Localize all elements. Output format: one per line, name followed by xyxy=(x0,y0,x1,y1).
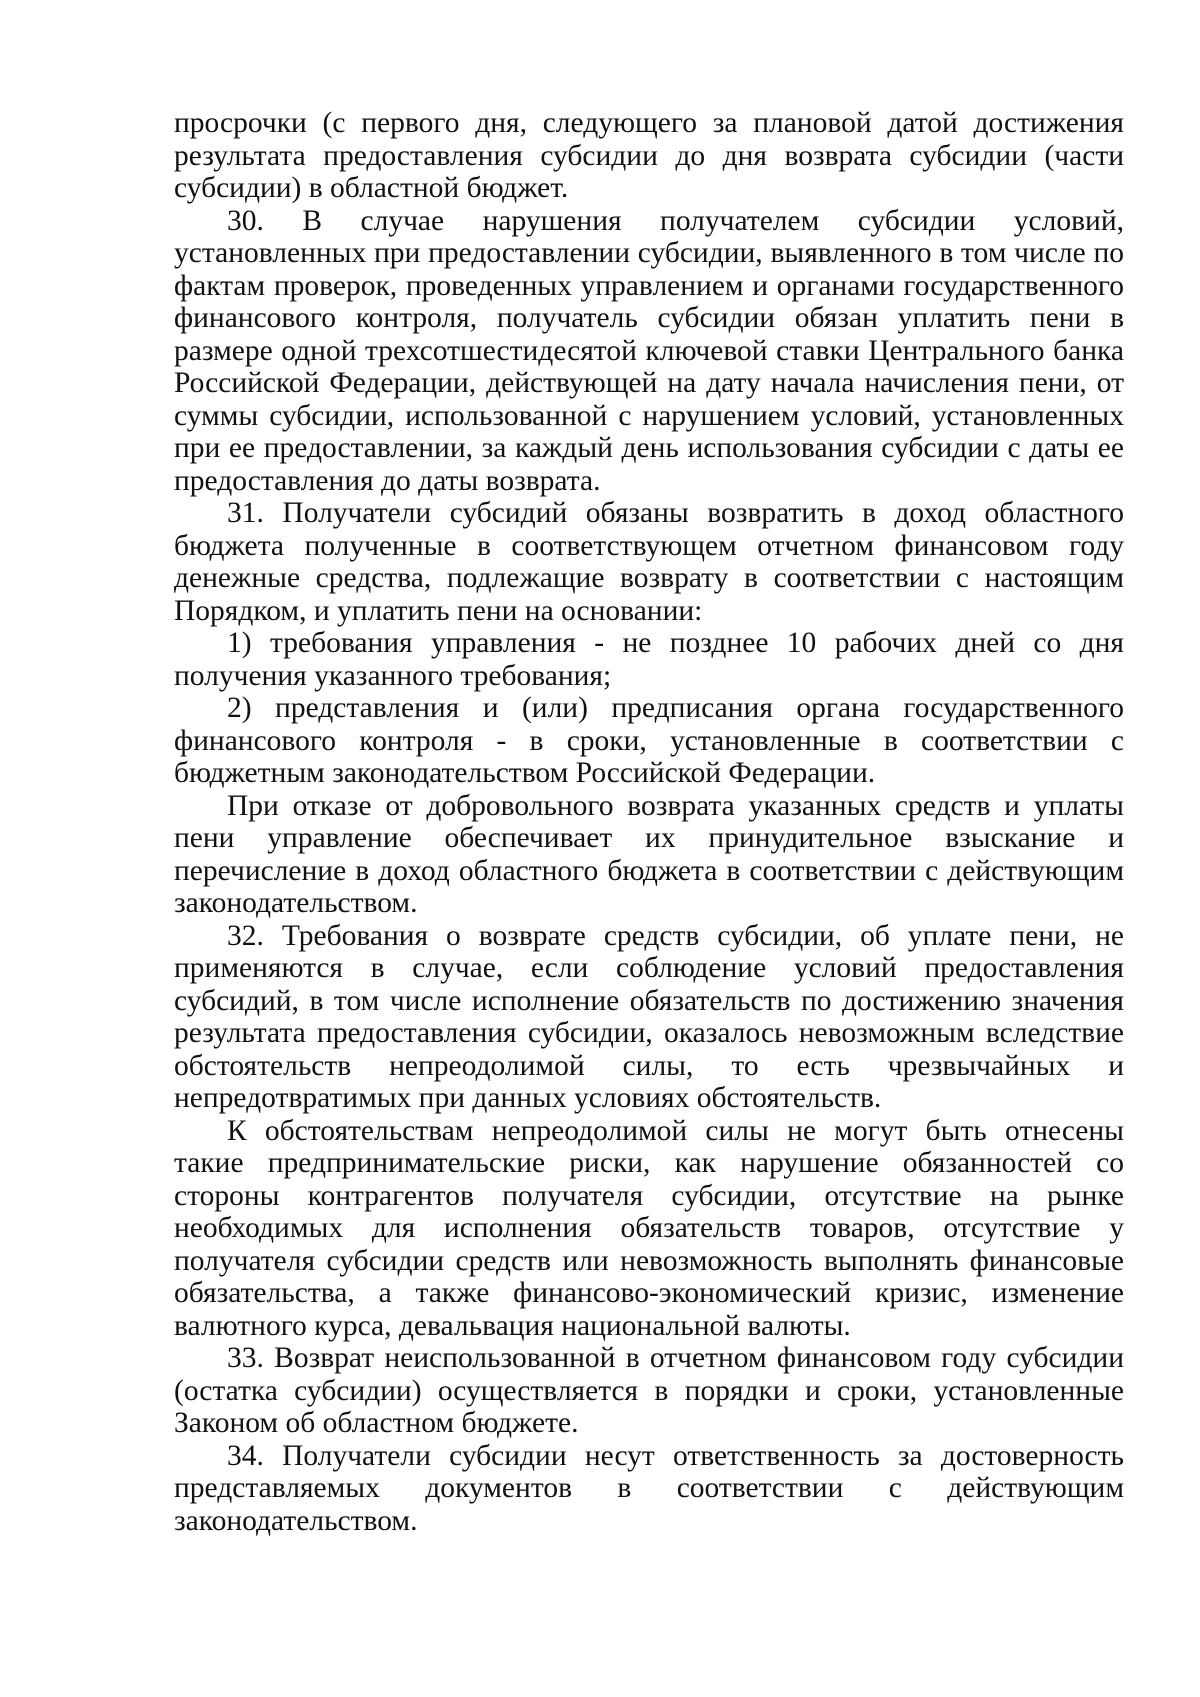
paragraph-31-item-2: 2) представления и (или) предписания органа государственного финансового контроля - в сроки, установленные в соответствии с бюджетным законодательством Российской Федерации. xyxy=(174,692,1124,789)
paragraph-32: 32. Требования о возврате средств субсидии, об уплате пени, не применяются в случае, если соблюдение условий предоставления субсидий, в том числе исполнение обязательств по достижению значения результата предоставления субсидии, оказалось невозможным вследствие обстоятельств непреодолимой силы, то есть чрезвычайных и непредотвратимых при данных условиях обстоятельств. xyxy=(174,919,1124,1114)
paragraph-31-refusal: При отказе от добровольного возврата указанных средств и уплаты пени управление обеспечивает их принудительное взыскание и перечисление в доход областного бюджета в соответствии с действующим законодательством. xyxy=(174,789,1124,919)
paragraph-33: 33. Возврат неиспользованной в отчетном финансовом году субсидии (остатка субсидии) осуществляется в порядки и сроки, установленные Законом об областном бюджете. xyxy=(174,1342,1124,1439)
paragraph-continuation-29: просрочки (с первого дня, следующего за плановой датой достижения результата предоставления субсидии до дня возврата субсидии (части субсидии) в областной бюджет. xyxy=(174,107,1124,204)
paragraph-34: 34. Получатели субсидии несут ответственность за достоверность представляемых документов в соответствии с действующим законодательством. xyxy=(174,1439,1124,1537)
document-page xyxy=(174,107,1124,1537)
paragraph-32-force-majeure: К обстоятельствам непреодолимой силы не могут быть отнесены такие предпринимательские риски, как нарушение обязанностей со стороны контрагентов получателя субсидии, отсутствие на рынке необходимых для исполнения обязательств товаров, отсутствие у получателя субсидии средств или невозможность выполнять финансовые обязательства, а также финансово-экономический кризис, изменение валютного курса, девальвация национальной валюты. xyxy=(174,1114,1124,1342)
paragraph-31: 31. Получатели субсидий обязаны возвратить в доход областного бюджета полученные в соответствующем отчетном финансовом году денежные средства, подлежащие возврату в соответствии с настоящим Порядком, и уплатить пени на основании: xyxy=(174,497,1124,627)
paragraph-31-item-1: 1) требования управления - не позднее 10 рабочих дней со дня получения указанного требования; xyxy=(174,627,1124,692)
paragraph-30: 30. В случае нарушения получателем субсидии условий, установленных при предоставлении субсидии, выявленного в том числе по фактам проверок, проведенных управлением и органами государственного финансового контроля, получатель субсидии обязан уплатить пени в размере одной трехсотшестидесятой ключевой ставки Центрального банка Российской Федерации, действующей на дату начала начисления пени, от суммы субсидии, использованной с нарушением условий, установленных при ее предоставлении, за каждый день использования субсидии с даты ее предоставления до даты возврата. xyxy=(174,204,1124,497)
